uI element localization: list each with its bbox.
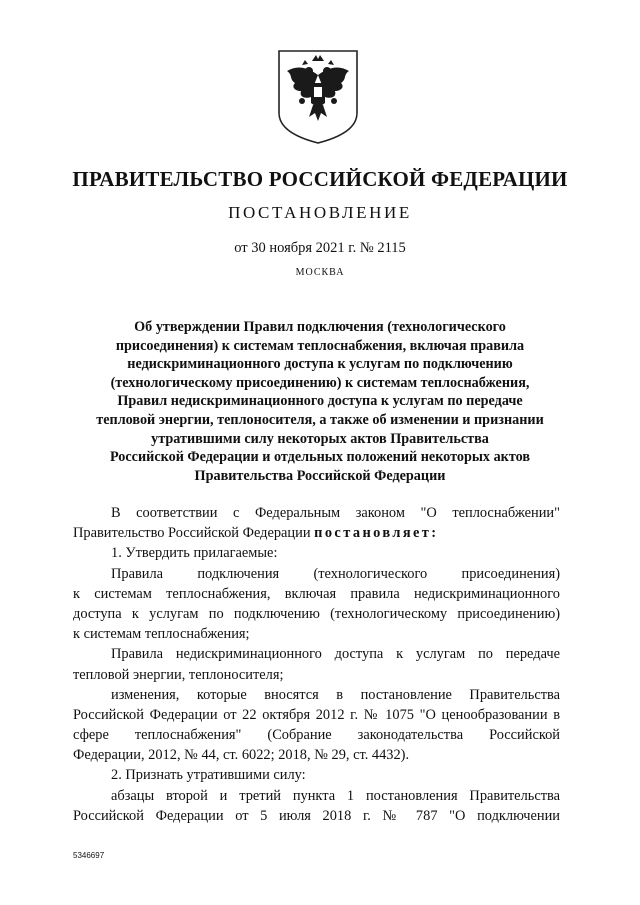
- item-2: 2. Признать утратившими силу:: [111, 767, 306, 784]
- item-1: 1. Утвердить прилагаемые:: [111, 545, 278, 562]
- subject-line: тепловой энергии, теплоносителя, а также об изменении и признании: [96, 411, 544, 428]
- subject-line: Об утверждении Правил подключения (технологического: [134, 319, 506, 335]
- subject-line: Правил недискриминационного доступа к услугам по передаче: [117, 393, 523, 410]
- date-and-number: от 30 ноября 2021 г. № 2115: [234, 240, 406, 256]
- subject-line: Правительства Российской Федерации: [194, 467, 446, 484]
- government-title: ПРАВИТЕЛЬСТВО РОССИЙСКОЙ ФЕДЕРАЦИИ: [72, 167, 568, 191]
- document-code: 5346697: [73, 851, 105, 860]
- coat-of-arms-icon: [269, 45, 367, 145]
- body-line: В соответствии с Федеральным законом "О теплоснабжении": [111, 505, 560, 521]
- body-line: абзацы второй и третий пункта 1 постановления Правительства: [111, 787, 560, 804]
- body-line: [73, 523, 560, 543]
- body-line: доступа к услугам по подключению (технологическому присоединению): [73, 605, 560, 622]
- body-line: к системам теплоснабжения;: [73, 626, 250, 643]
- body-line: к системам теплоснабжения, включая правила недискриминационного: [73, 585, 560, 602]
- body-line: изменения, которые вносятся в постановление Правительства: [111, 686, 560, 703]
- body-line: Правила недискриминационного доступа к услугам по передаче: [111, 646, 560, 663]
- subject-line: утратившими силу некоторых актов Правительства: [151, 430, 489, 447]
- body-line: Правила подключения (технологического присоединения): [111, 565, 560, 582]
- subject-line: присоединения) к системам теплоснабжения, включая правила: [115, 337, 525, 354]
- decree-subject: [60, 318, 580, 485]
- subject-line: (технологическому присоединению) к системам теплоснабжения,: [110, 374, 530, 391]
- decree-body: [73, 503, 560, 826]
- city-name: МОСКВА: [295, 267, 345, 278]
- body-text: Правительство Российской Федерации: [73, 525, 315, 542]
- subject-line: недискриминационного доступа к услугам по подключению: [127, 356, 513, 373]
- body-line: Федерации, 2012, № 44, ст. 6022; 2018, № 29, ст. 4432).: [73, 747, 410, 764]
- keyword-postanovlyaet: постановляет:: [314, 525, 439, 542]
- subject-line: Российской Федерации и отдельных положений некоторых актов: [109, 449, 531, 466]
- body-line: тепловой энергии, теплоносителя;: [73, 666, 284, 683]
- body-line: Российской Федерации от 5 июля 2018 г. № 787 "О подключении: [73, 807, 560, 824]
- document-type: ПОСТАНОВЛЕНИЕ: [228, 203, 412, 222]
- body-line: Российской Федерации от 22 октября 2012 г. № 1075 "О ценообразовании в: [73, 706, 560, 723]
- body-line: сфере теплоснабжения" (Собрание законодательства Российской: [73, 727, 560, 744]
